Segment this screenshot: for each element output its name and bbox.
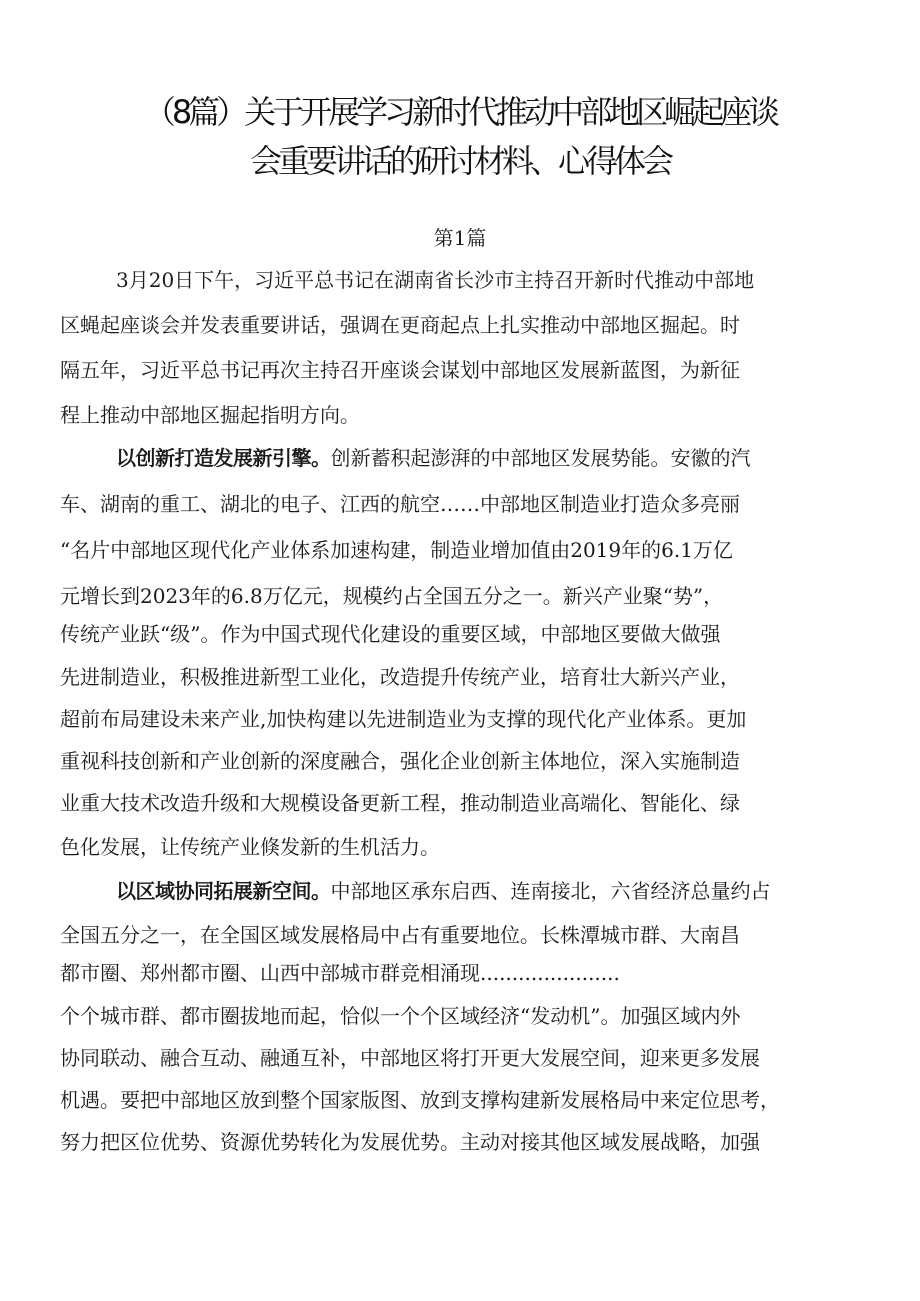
paragraph-line: 全国五分之一，在全国区域发展格局中占有重要地位。长株潭城市群、大南昌	[60, 923, 740, 947]
paragraph-lead: 以创新打造发展新引擎。	[116, 446, 331, 470]
paragraph-first-line	[116, 442, 751, 474]
section-heading: 第1篇	[433, 226, 487, 250]
paragraph-line: “名片中部地区现代化产业体系加速构建，制造业增加值由2019年的6.1万亿	[60, 538, 733, 562]
paragraph-line: 先进制造业，积极推进新型工业化，改造提升传统产业，培育壮大新兴产业，	[60, 665, 740, 689]
paragraph-line: 传统产业跃“级”。作为中国式现代化建设的重要区域，中部地区要做大做强	[60, 622, 721, 646]
paragraph-line: 元增长到2023年的6.8万亿元，规模约占全国五分之一。新兴产业聚“势”，	[60, 584, 724, 608]
title-line-2: 会重要讲话的研讨材料、心得体会	[249, 142, 670, 180]
paragraph-line-text: 中部地区承东启西、连南接北，六省经济总量约占	[330, 879, 771, 903]
document-title	[0, 88, 920, 186]
paragraph-line: 3月20日下午，习近平总书记在湖南省长沙市主持召开新时代推动中部地	[116, 268, 755, 292]
paragraph-line: 超前布局建设未来产业,加快构建以先进制造业为支撑的现代化产业体系。更加	[60, 707, 747, 731]
paragraph-line: 隔五年，习近平总书记再次主持召开座谈会谋划中部地区发展新蓝图，为新征	[60, 358, 740, 382]
paragraph-line: 机遇。要把中部地区放到整个国家版图、放到支撑构建新发展格局中来定位思考，	[60, 1088, 780, 1112]
paragraph-line: 业重大技术改造升级和大规模设备更新工程，推动制造业高端化、智能化、绿	[60, 791, 740, 815]
title-line-1: （8篇）关于开展学习新时代推动中部地区崛起座谈	[143, 93, 777, 131]
paragraph-lead: 以区域协同拓展新空间。	[116, 879, 331, 903]
paragraph-line: 重视科技创新和产业创新的深度融合，强化企业创新主体地位，深入实施制造	[60, 749, 740, 773]
paragraph-line-text: 创新蓄积起澎湃的中部地区发展势能。安徽的汽	[330, 446, 751, 470]
paragraph-line: 努力把区位优势、资源优势转化为发展优势。主动对接其他区域发展战略，加强	[60, 1130, 760, 1154]
paragraph-line: 协同联动、融合互动、融通互补，中部地区将打开更大发展空间，迎来更多发展	[60, 1046, 760, 1070]
paragraph-line: 色化发展，让传统产业倏发新的生机活力。	[60, 835, 440, 859]
paragraph-line: 车、湖南的重工、湖北的电子、江西的航空……中部地区制造业打造众多亮丽	[60, 492, 740, 516]
paragraph-line: 程上推动中部地区掘起指明方向。	[60, 403, 360, 427]
paragraph-first-line	[116, 875, 771, 907]
paragraph-line: 个个城市群、都市圈拔地而起，恰似一个个区域经济“发动机”。加强区域内外	[60, 1004, 741, 1028]
paragraph-line: 区蝇起座谈会并发表重要讲话，强调在更商起点上扎实推动中部地区掘起。时	[60, 313, 740, 337]
paragraph-line: 都市圈、郑州都市圈、山西中部城市群竞相涌现......................	[60, 961, 620, 985]
